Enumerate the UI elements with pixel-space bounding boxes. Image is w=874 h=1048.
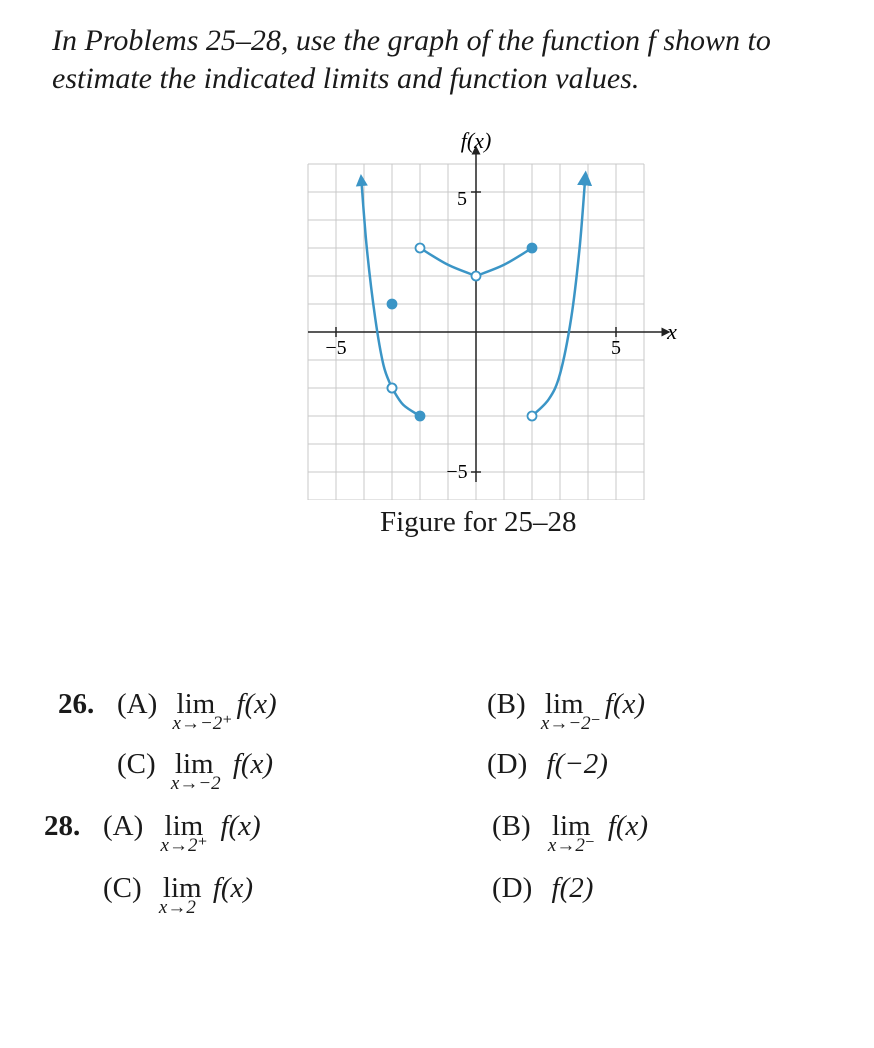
- open-point: [528, 412, 537, 421]
- curve: [356, 174, 585, 420]
- problem-28-part-d: (D) f(2): [492, 872, 594, 904]
- intro-paragraph: In Problems 25–28, use the graph of the function f shown to estimate the indicated limits and function values.: [52, 24, 771, 95]
- figure-caption: Figure for 25–28: [380, 506, 577, 538]
- y-axis-label: f(x): [460, 128, 492, 153]
- problem-26-part-c: (C) lim x→−2 f(x): [117, 748, 274, 794]
- problem-26-part-b: (B) lim x→−2⁻ f(x): [487, 688, 646, 734]
- open-point: [472, 272, 481, 281]
- problem-26-part-d: (D) f(−2): [487, 748, 608, 780]
- function-graph: [300, 120, 680, 500]
- curve-left-low: [392, 388, 420, 416]
- curve-right-branch: [532, 178, 585, 416]
- closed-point: [416, 412, 425, 421]
- closed-point: [528, 244, 537, 253]
- closed-point: [388, 300, 397, 309]
- curve-left-branch: [361, 178, 392, 388]
- problem-28-part-c: (C) lim x→2 f(x): [103, 872, 254, 918]
- problem-28-part-b: (B) lim x→2⁻ f(x): [492, 810, 649, 856]
- problem-28-number: 28.: [44, 810, 81, 842]
- x-axis-label: x: [667, 319, 677, 344]
- open-point: [416, 244, 425, 253]
- tick-label-y-top: 5: [457, 188, 467, 210]
- problem-26-number: 26.: [58, 688, 95, 720]
- tick-label-y-bottom: −5: [446, 461, 468, 483]
- open-point: [388, 384, 397, 393]
- tick-label-x-left: −5: [325, 337, 347, 359]
- problem-26-part-a: (A) lim x→−2⁺ f(x): [117, 688, 277, 734]
- problem-28-part-a: (A) lim x→2⁺ f(x): [103, 810, 261, 856]
- axis-labels: [325, 128, 677, 483]
- tick-label-x-right: 5: [611, 337, 621, 359]
- curve-arrow-up-left: [356, 174, 368, 186]
